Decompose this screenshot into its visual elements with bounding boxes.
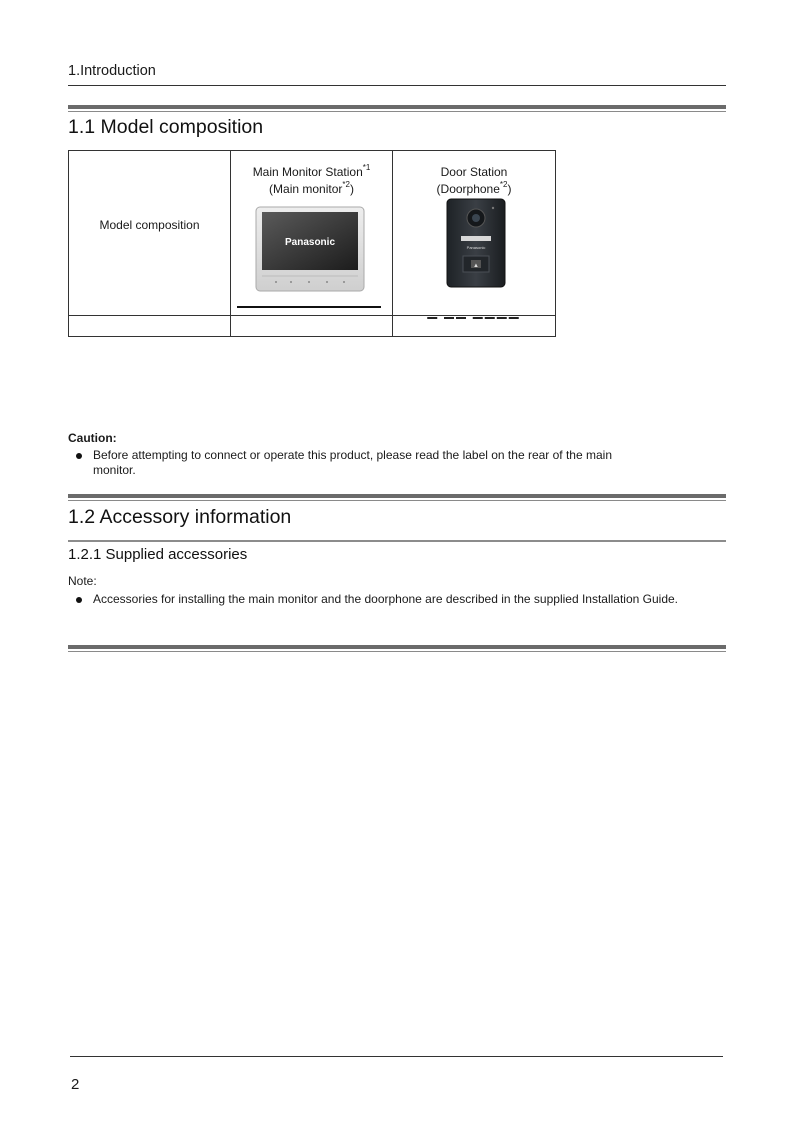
section-divider-thin: [68, 500, 726, 501]
section-divider-thick: [68, 494, 726, 498]
doorphone-image: [393, 198, 555, 310]
note-label: Note:: [68, 574, 97, 588]
subsection-divider: [68, 540, 726, 542]
doorphone-brand-logo: Panasonic: [466, 245, 486, 250]
caution-title: Caution:: [68, 431, 117, 445]
section-title-accessory-information: 1.2 Accessory information: [68, 506, 292, 528]
subsection-title-supplied-accessories: 1.2.1 Supplied accessories: [68, 546, 248, 563]
section-divider-thin: [68, 651, 726, 652]
note-item: Accessories for installing the main monitor and the doorphone are described in the supplied Installation Guide.: [76, 592, 736, 607]
bullet-icon: [76, 597, 82, 603]
section-title-model-composition: 1.1 Model composition: [68, 116, 264, 138]
model-composition-table: [68, 150, 556, 337]
doorphone-cell: Door Station (Doorphone$^{*2}$) Panasonic ▲: [393, 151, 556, 316]
model-composition-label-cell: [69, 151, 231, 316]
section-divider-thick: [68, 105, 726, 109]
svg-text:▲: ▲: [473, 263, 479, 269]
model-number-clipped: ▬ ▬▬ ▬▬▬▬: [427, 312, 521, 319]
main-monitor-cell: Main Monitor Station$^{*1}$ (Main monitor$^{*2}$) Panasonic: [231, 151, 393, 316]
chapter-header: 1.Introduction: [68, 63, 156, 79]
main-monitor-station-label: Main Monitor Station: [252, 165, 363, 179]
doorphone-paren-label: (Doorphone: [436, 182, 500, 196]
bullet-icon: [76, 453, 82, 459]
main-monitor-paren-label: (Main monitor: [269, 182, 343, 196]
model-composition-label: Model composition: [99, 218, 200, 232]
main-monitor-image: [231, 198, 392, 310]
footer-divider: [70, 1056, 723, 1057]
section-divider-thin: [68, 111, 726, 112]
footnote-marker-2b: *2: [499, 180, 508, 189]
page-number: 2: [71, 1076, 80, 1093]
door-station-label: Door Station: [440, 165, 508, 179]
footnote-marker-1: *1: [362, 163, 371, 172]
monitor-brand-logo: Panasonic: [284, 237, 336, 248]
header-divider: [68, 85, 726, 86]
caution-item: Before attempting to connect or operate this product, please read the label on the rear of the main monitor.: [76, 448, 651, 478]
footnote-marker-2: *2: [342, 180, 350, 189]
section-divider-thick: [68, 645, 726, 649]
